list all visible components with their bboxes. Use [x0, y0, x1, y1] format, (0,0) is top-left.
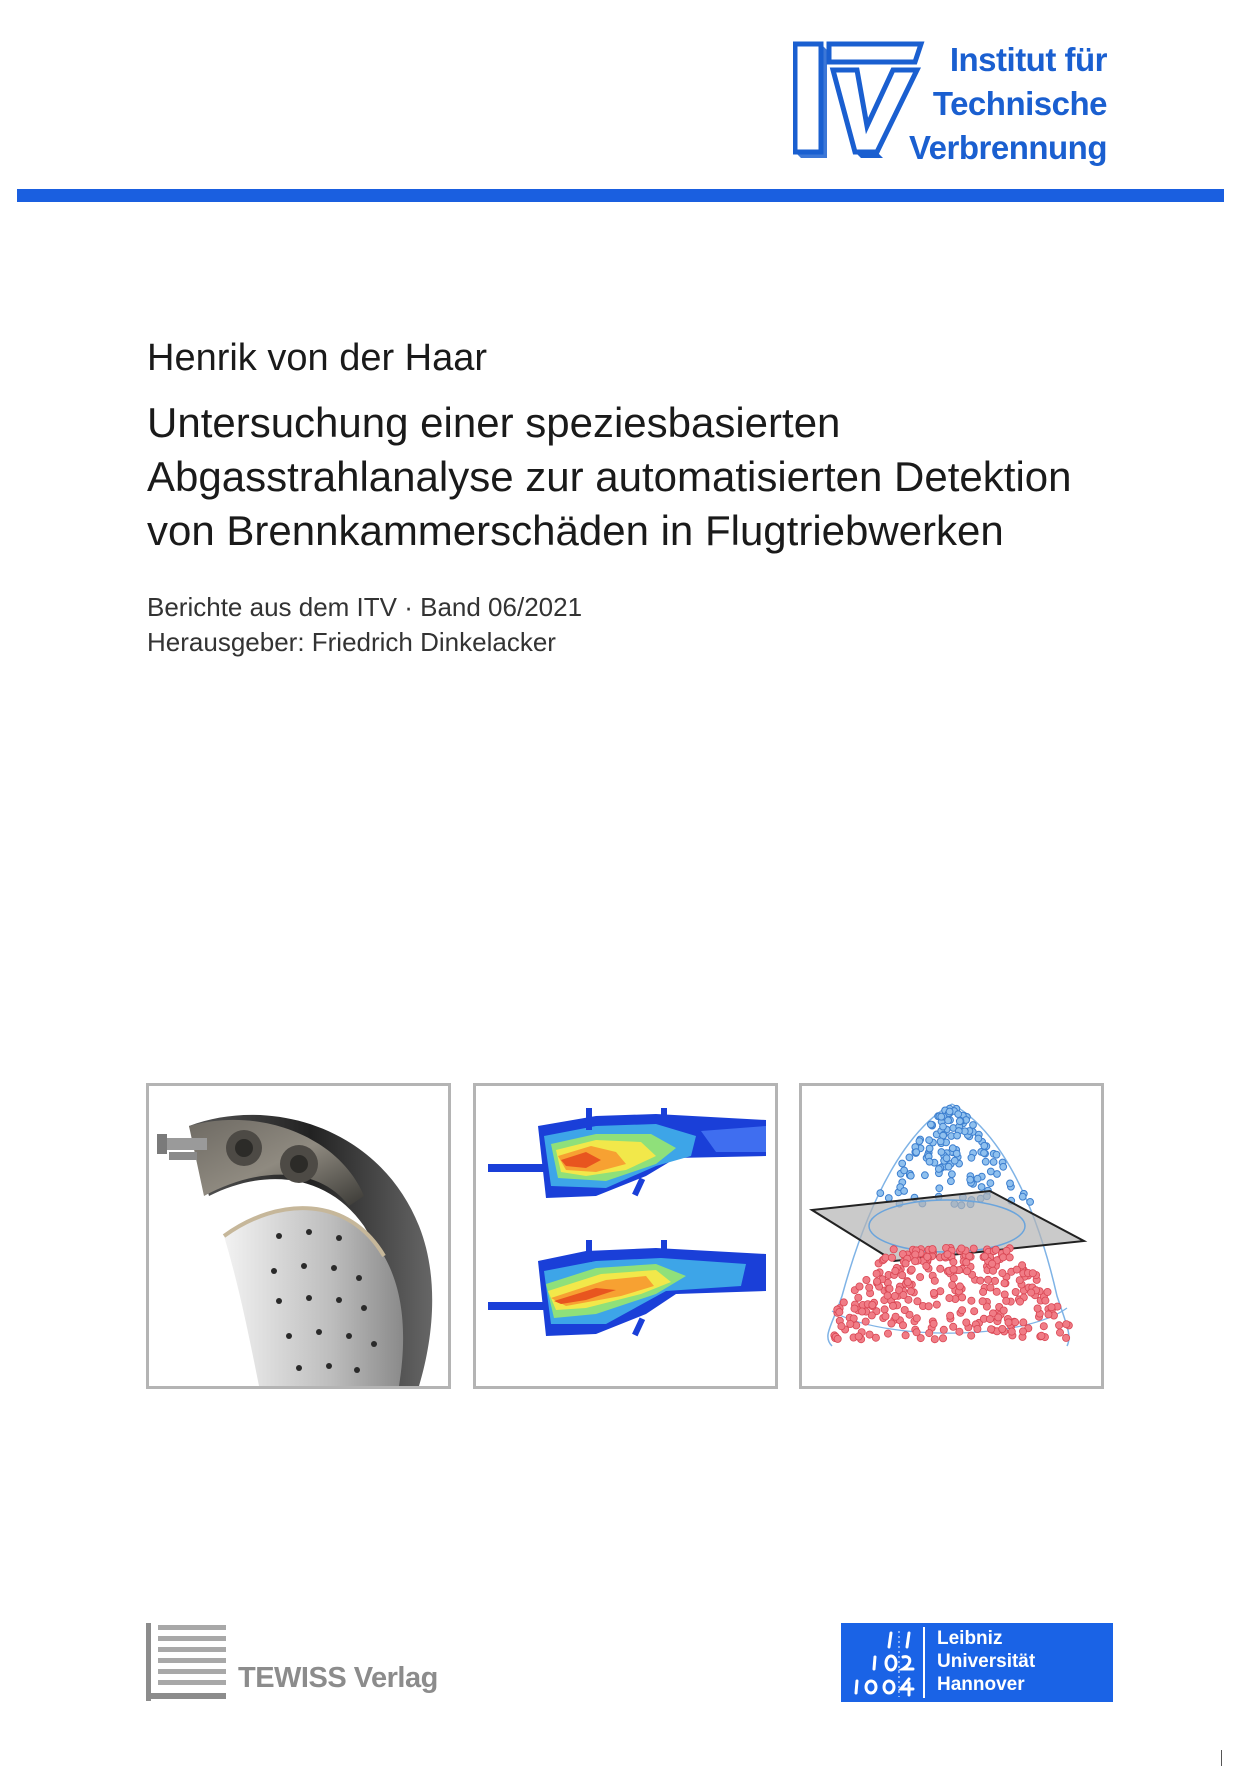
lower-class-point [901, 1306, 908, 1313]
lower-class-point [914, 1298, 921, 1305]
lower-class-point [931, 1277, 938, 1284]
lower-class-point [1048, 1304, 1055, 1311]
lower-class-point [1000, 1254, 1007, 1261]
lower-class-point [834, 1335, 841, 1342]
upper-class-point [951, 1157, 958, 1164]
lower-class-point [1013, 1266, 1020, 1273]
lower-class-point [1029, 1270, 1036, 1277]
itv-logo-text [897, 38, 1107, 170]
lower-class-point [1038, 1332, 1045, 1339]
lower-class-point [923, 1262, 930, 1269]
lower-class-point [892, 1267, 899, 1274]
lower-class-point [971, 1308, 978, 1315]
lower-class-point [1042, 1297, 1049, 1304]
lower-class-point [995, 1314, 1002, 1321]
lower-class-point [882, 1313, 889, 1320]
lower-class-point [1006, 1254, 1013, 1261]
upper-class-point [1007, 1180, 1014, 1187]
lower-class-point [900, 1292, 907, 1299]
lower-class-point [859, 1308, 866, 1315]
scatter-plane-icon [802, 1086, 1101, 1386]
lower-class-point [930, 1289, 937, 1296]
lower-class-point [1016, 1277, 1023, 1284]
lower-class-point [1000, 1307, 1007, 1314]
combustor-cutaway-image [146, 1083, 451, 1389]
lower-class-point [956, 1283, 963, 1290]
upper-class-point [901, 1188, 908, 1195]
lower-class-point [999, 1270, 1006, 1277]
lower-class-point [956, 1328, 963, 1335]
lower-class-point [1016, 1298, 1023, 1305]
lower-class-point [986, 1316, 993, 1323]
lower-class-point [959, 1294, 966, 1301]
lower-class-point [989, 1267, 996, 1274]
lower-class-point [944, 1251, 951, 1258]
lower-class-point [890, 1246, 897, 1253]
lower-class-point [881, 1306, 888, 1313]
lower-class-point [950, 1259, 957, 1266]
title-line-1: Untersuchung einer speziesbasierten [147, 399, 841, 446]
cfd-temperature-field-image [473, 1083, 778, 1389]
lower-class-point [970, 1245, 977, 1252]
crop-mark [1221, 1750, 1222, 1766]
lower-class-point [1056, 1329, 1063, 1336]
lower-class-point [981, 1253, 988, 1260]
series-volume: Berichte aus dem ITV · Band 06/2021 [147, 592, 583, 622]
lower-class-point [1020, 1319, 1027, 1326]
lower-class-point [937, 1265, 944, 1272]
lower-class-point [993, 1288, 1000, 1295]
lower-class-point [977, 1277, 984, 1284]
lower-class-point [925, 1303, 932, 1310]
lower-class-point [950, 1323, 957, 1330]
upper-class-point [974, 1175, 981, 1182]
upper-class-point [1019, 1193, 1026, 1200]
lower-class-point [888, 1320, 895, 1327]
luh-separator [923, 1627, 925, 1698]
upper-class-point [928, 1121, 935, 1128]
lower-class-point [873, 1270, 880, 1277]
lower-class-point [933, 1301, 940, 1308]
lower-class-point [963, 1259, 970, 1266]
lower-class-point [912, 1251, 919, 1258]
lower-class-point [838, 1323, 845, 1330]
lower-class-point [1012, 1319, 1019, 1326]
lower-class-point [974, 1325, 981, 1332]
cfd-lower-field [488, 1240, 766, 1336]
upper-class-point [913, 1149, 920, 1156]
lower-class-point [1040, 1323, 1047, 1330]
lower-class-point [866, 1284, 873, 1291]
upper-class-point [953, 1150, 960, 1157]
lower-class-point [913, 1315, 920, 1322]
lower-class-point [989, 1260, 996, 1267]
lower-class-point [907, 1288, 914, 1295]
upper-class-point [907, 1172, 914, 1179]
lower-class-point [946, 1295, 953, 1302]
lower-class-point [930, 1320, 937, 1327]
classification-scatter-image [799, 1083, 1104, 1389]
book-title [147, 396, 1072, 558]
lower-class-point [866, 1331, 873, 1338]
lower-class-points [831, 1244, 1073, 1342]
author-name: Henrik von der Haar [147, 337, 488, 379]
lower-class-point [851, 1305, 858, 1312]
lower-class-point [888, 1254, 895, 1261]
lower-class-point [1056, 1322, 1063, 1329]
lower-class-point [963, 1319, 970, 1326]
itv-logo-line-2: Technische [932, 85, 1107, 122]
lower-class-point [1005, 1319, 1012, 1326]
upper-class-point [937, 1138, 944, 1145]
upper-class-point [936, 1185, 943, 1192]
upper-class-point [956, 1118, 963, 1125]
lower-class-point [899, 1272, 906, 1279]
lower-class-point [992, 1246, 999, 1253]
luh-binary-digits-icon [847, 1629, 919, 1697]
upper-class-point [946, 1108, 953, 1115]
lower-class-point [869, 1301, 876, 1308]
publisher-name: TEWISS Verlag [238, 1662, 438, 1694]
series-editor: Herausgeber: Friedrich Dinkelacker [147, 627, 556, 657]
lower-class-point [1034, 1305, 1041, 1312]
lower-class-point [904, 1279, 911, 1286]
lower-class-point [987, 1284, 994, 1291]
lower-class-point [863, 1276, 870, 1283]
lower-class-point [979, 1298, 986, 1305]
lower-class-point [855, 1333, 862, 1340]
upper-class-points [877, 1105, 1034, 1208]
upper-class-point [926, 1158, 933, 1165]
lower-class-point [999, 1325, 1006, 1332]
upper-class-point [926, 1137, 933, 1144]
lower-class-point [862, 1318, 869, 1325]
itv-logo-line-3: Verbrennung [908, 129, 1107, 166]
upper-class-point [968, 1154, 975, 1161]
upper-class-point [949, 1171, 956, 1178]
upper-class-point [967, 1176, 974, 1183]
lower-class-point [931, 1336, 938, 1343]
lower-class-point [889, 1302, 896, 1309]
luh-logo [841, 1623, 1113, 1702]
lower-class-point [899, 1322, 906, 1329]
lower-class-point [1044, 1288, 1051, 1295]
cfd-field-icon [476, 1086, 775, 1386]
title-line-3: von Brennkammerschäden in Flugtriebwerken [147, 507, 1004, 554]
itv-logo [793, 40, 1105, 165]
lower-class-point [985, 1276, 992, 1283]
lower-class-point [884, 1292, 891, 1299]
lower-class-point [1019, 1328, 1026, 1335]
series-info [147, 590, 582, 660]
combustor-cutaway-icon [149, 1086, 448, 1386]
header-rule [17, 189, 1224, 202]
lower-class-point [874, 1278, 881, 1285]
upper-class-point [1000, 1163, 1007, 1170]
luh-line-2: Universität [937, 1651, 1036, 1672]
lower-class-point [958, 1245, 965, 1252]
lower-class-point [1001, 1280, 1008, 1287]
lower-class-point [968, 1332, 975, 1339]
upper-class-point [981, 1142, 988, 1149]
lower-class-point [950, 1266, 957, 1273]
lower-class-point [1045, 1311, 1052, 1318]
lower-class-point [1008, 1328, 1015, 1335]
lower-class-point [1003, 1297, 1010, 1304]
lower-class-point [947, 1312, 954, 1319]
upper-class-point [1027, 1199, 1034, 1206]
tewiss-logo [146, 1623, 438, 1703]
lower-class-point [929, 1246, 936, 1253]
upper-class-point [987, 1180, 994, 1187]
lower-class-point [917, 1335, 924, 1342]
upper-class-point [906, 1154, 913, 1161]
lower-class-point [884, 1330, 891, 1337]
lower-class-point [836, 1309, 843, 1316]
lower-class-point [1003, 1247, 1010, 1254]
lower-class-point [908, 1266, 915, 1273]
lower-class-point [902, 1260, 909, 1267]
lower-class-point [940, 1326, 947, 1333]
upper-class-point [877, 1190, 884, 1197]
upper-class-point [922, 1172, 929, 1179]
lower-class-point [1063, 1334, 1070, 1341]
title-line-2: Abgasstrahlanalyse zur automatisierten Detektion [147, 453, 1072, 500]
lower-class-point [1001, 1291, 1008, 1298]
lower-class-point [912, 1258, 919, 1265]
upper-class-point [990, 1159, 997, 1166]
upper-class-point [975, 1135, 982, 1142]
lower-class-point [949, 1282, 956, 1289]
lower-class-point [856, 1283, 863, 1290]
lower-class-point [991, 1277, 998, 1284]
upper-class-point [948, 1178, 955, 1185]
upper-class-point [954, 1132, 961, 1139]
lower-class-point [1063, 1321, 1070, 1328]
upper-class-point [987, 1168, 994, 1175]
upper-class-point [885, 1195, 892, 1202]
upper-class-point [938, 1149, 945, 1156]
upper-class-point [935, 1166, 942, 1173]
upper-class-point [982, 1158, 989, 1165]
lower-class-point [988, 1326, 995, 1333]
lower-class-point [950, 1275, 957, 1282]
upper-class-point [945, 1117, 952, 1124]
upper-class-point [981, 1150, 988, 1157]
upper-class-point [940, 1123, 947, 1130]
lower-class-point [840, 1299, 847, 1306]
upper-class-point [916, 1138, 923, 1145]
lower-class-point [924, 1253, 931, 1260]
lower-class-point [959, 1307, 966, 1314]
lower-class-point [963, 1268, 970, 1275]
upper-class-point [899, 1160, 906, 1167]
tewiss-logo-mark-icon [146, 1623, 228, 1701]
lower-class-point [939, 1335, 946, 1342]
luh-line-1: Leibniz [937, 1628, 1003, 1649]
lower-class-point [886, 1285, 893, 1292]
lower-class-point [917, 1274, 924, 1281]
luh-logo-text [937, 1627, 1035, 1696]
lower-class-point [902, 1332, 909, 1339]
itv-logo-line-1: Institut für [949, 41, 1107, 78]
upper-class-point [945, 1163, 952, 1170]
lower-class-point [1012, 1288, 1019, 1295]
lower-class-point [855, 1294, 862, 1301]
cfd-upper-field [488, 1108, 766, 1198]
upper-class-point [955, 1111, 962, 1118]
lower-class-point [968, 1297, 975, 1304]
upper-class-point [993, 1151, 1000, 1158]
lower-class-point [1028, 1289, 1035, 1296]
upper-class-point [978, 1184, 985, 1191]
lower-class-point [892, 1313, 899, 1320]
lower-class-point [926, 1330, 933, 1337]
lower-class-point [980, 1288, 987, 1295]
luh-line-3: Hannover [937, 1674, 1025, 1695]
upper-class-point [943, 1155, 950, 1162]
upper-class-point [938, 1113, 945, 1120]
